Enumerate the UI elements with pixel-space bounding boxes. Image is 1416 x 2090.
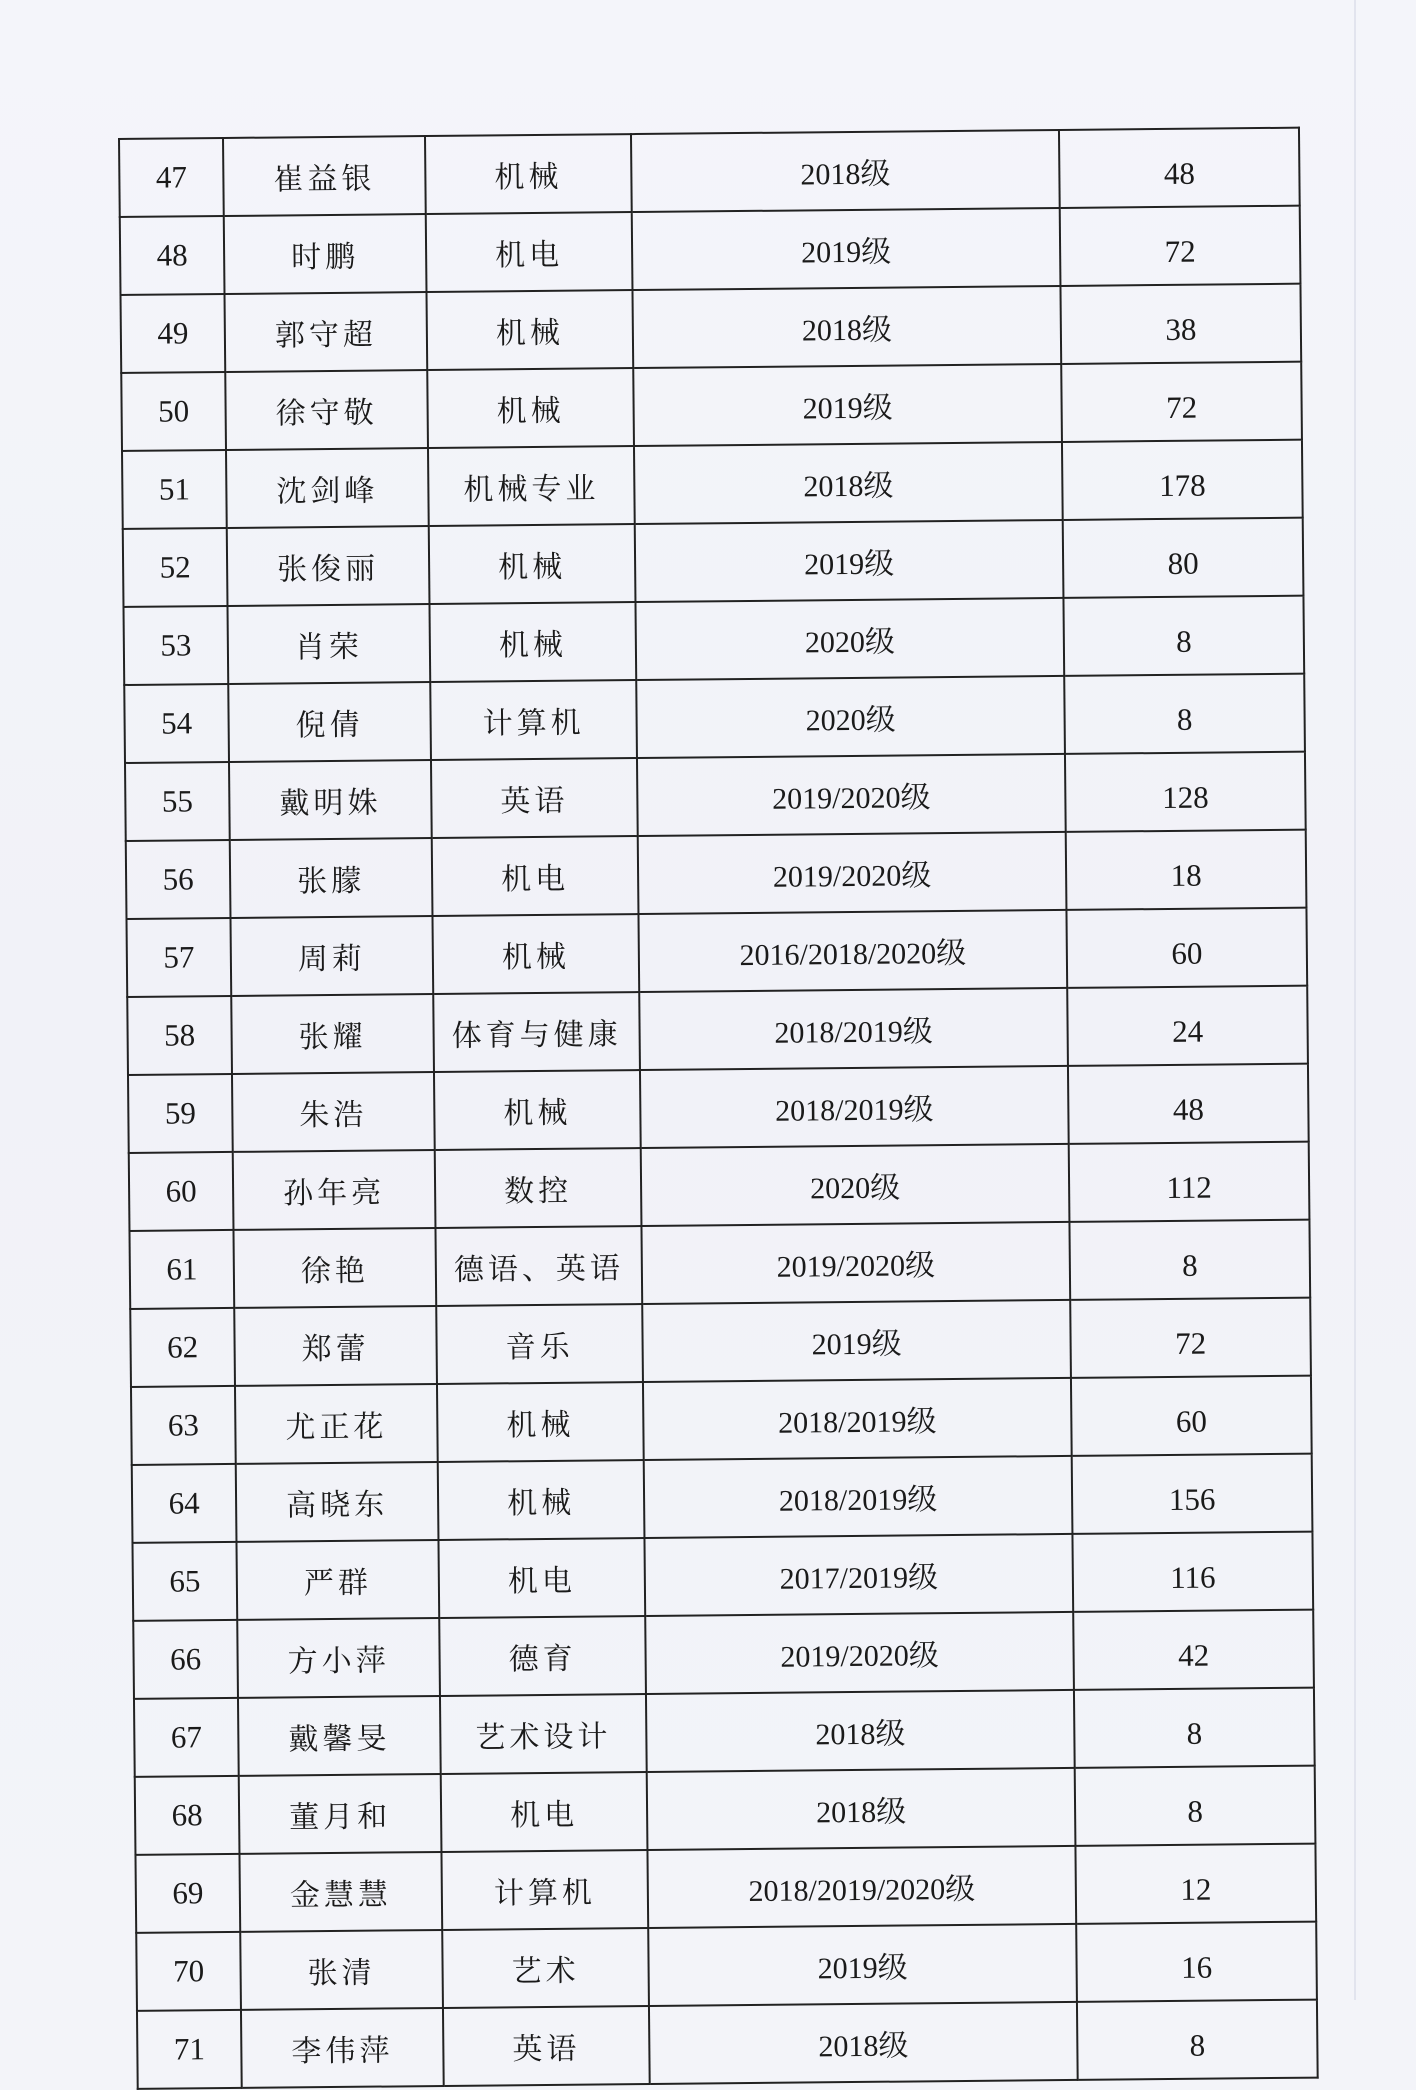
major: 机电: [438, 1538, 645, 1618]
row-number: 60: [129, 1152, 234, 1231]
grade-level: 2019级: [632, 208, 1061, 290]
row-number: 70: [136, 1932, 241, 2011]
major: 机械专业: [428, 446, 635, 526]
major: 体育与健康: [433, 992, 640, 1072]
row-number: 66: [133, 1620, 238, 1699]
hours: 16: [1076, 1922, 1317, 2002]
teacher-hours-table-wrapper: [118, 127, 1317, 2090]
table-row: [120, 206, 1301, 295]
major: 机电: [432, 836, 639, 916]
page-edge-shadow: [1354, 0, 1356, 2000]
major: 音乐: [436, 1304, 643, 1384]
major: 计算机: [430, 680, 637, 760]
major: 机械: [437, 1382, 644, 1462]
teacher-name: 戴馨旻: [238, 1696, 441, 1776]
grade-level: 2020级: [641, 1144, 1070, 1226]
row-number: 47: [119, 138, 224, 217]
major: 机械: [427, 368, 634, 448]
teacher-name: 金慧慧: [239, 1852, 442, 1932]
row-number: 50: [121, 372, 226, 451]
teacher-name: 郭守超: [225, 292, 428, 372]
major: 德语、英语: [435, 1226, 642, 1306]
row-number: 55: [125, 762, 230, 841]
row-number: 52: [123, 528, 228, 607]
teacher-name: 张耀: [231, 994, 434, 1074]
table-row: [121, 362, 1302, 451]
table-row: [127, 986, 1308, 1075]
table-row: [122, 440, 1303, 529]
row-number: 53: [124, 606, 229, 685]
major: 机械: [429, 524, 636, 604]
major: 计算机: [441, 1850, 648, 1930]
major: 机械: [429, 602, 636, 682]
table-row: [134, 1688, 1315, 1777]
hours: 48: [1068, 1064, 1309, 1144]
grade-level: 2019/2020级: [645, 1612, 1074, 1694]
row-number: 63: [131, 1386, 236, 1465]
hours: 48: [1059, 128, 1300, 208]
teacher-name: 朱浩: [232, 1072, 435, 1152]
teacher-name: 崔益银: [223, 136, 426, 216]
hours: 116: [1072, 1532, 1313, 1612]
hours: 42: [1073, 1610, 1314, 1690]
grade-level: 2018/2019级: [640, 1066, 1069, 1148]
major: 艺术: [442, 1928, 649, 2008]
grade-level: 2020级: [636, 676, 1065, 758]
table-row: [137, 2000, 1318, 2089]
table-row: [135, 1766, 1316, 1855]
table-row: [130, 1298, 1311, 1387]
table-row: [121, 284, 1302, 373]
row-number: 69: [135, 1854, 240, 1933]
row-number: 67: [134, 1698, 239, 1777]
hours: 8: [1077, 2000, 1318, 2080]
grade-level: 2018级: [647, 1768, 1076, 1850]
grade-level: 2018级: [646, 1690, 1075, 1772]
row-number: 71: [137, 2010, 242, 2089]
hours: 178: [1062, 440, 1303, 520]
teacher-name: 沈剑峰: [226, 448, 429, 528]
major: 机械: [426, 290, 633, 370]
grade-level: 2017/2019级: [644, 1534, 1073, 1616]
hours: 156: [1072, 1454, 1313, 1534]
table-row: [129, 1220, 1310, 1309]
major: 艺术设计: [440, 1694, 647, 1774]
teacher-name: 时鹏: [224, 214, 427, 294]
hours: 72: [1060, 206, 1301, 286]
row-number: 48: [120, 216, 225, 295]
teacher-name: 徐艳: [233, 1228, 436, 1308]
teacher-name: 孙年亮: [233, 1150, 436, 1230]
hours: 12: [1075, 1844, 1316, 1924]
hours: 8: [1075, 1766, 1316, 1846]
major: 机械: [425, 134, 632, 214]
grade-level: 2019级: [648, 1924, 1077, 2006]
teacher-name: 方小萍: [237, 1618, 440, 1698]
hours: 112: [1069, 1142, 1310, 1222]
grade-level: 2019级: [635, 520, 1064, 602]
table-row: [126, 830, 1307, 919]
major: 机电: [426, 212, 633, 292]
table-row: [132, 1532, 1313, 1621]
table-row: [132, 1454, 1313, 1543]
table-row: [128, 1064, 1309, 1153]
row-number: 56: [126, 840, 231, 919]
grade-level: 2020级: [635, 598, 1064, 680]
grade-level: 2018级: [631, 130, 1060, 212]
hours: 72: [1070, 1298, 1311, 1378]
grade-level: 2018级: [634, 442, 1063, 524]
teacher-name: 郑蕾: [234, 1306, 437, 1386]
grade-level: 2019/2020级: [638, 832, 1067, 914]
hours: 60: [1071, 1376, 1312, 1456]
row-number: 49: [121, 294, 226, 373]
teacher-name: 肖荣: [227, 604, 430, 684]
grade-level: 2016/2018/2020级: [638, 910, 1067, 992]
major: 机电: [441, 1772, 648, 1852]
row-number: 54: [124, 684, 229, 763]
teacher-name: 严群: [236, 1540, 439, 1620]
hours: 8: [1063, 596, 1304, 676]
grade-level: 2019/2020级: [637, 754, 1066, 836]
table-row: [136, 1922, 1317, 2011]
grade-level: 2018/2019级: [639, 988, 1068, 1070]
table-body: [119, 128, 1318, 2089]
hours: 8: [1064, 674, 1305, 754]
grade-level: 2018级: [632, 286, 1061, 368]
table-row: [133, 1610, 1314, 1699]
table-row: [135, 1844, 1316, 1933]
grade-level: 2019级: [633, 364, 1062, 446]
major: 机械: [434, 1070, 641, 1150]
table-row: [119, 128, 1300, 217]
teacher-name: 董月和: [239, 1774, 442, 1854]
row-number: 58: [127, 996, 232, 1075]
hours: 24: [1067, 986, 1308, 1066]
table-row: [124, 674, 1305, 763]
teacher-name: 倪倩: [228, 682, 431, 762]
grade-level: 2018/2019级: [643, 1378, 1072, 1460]
row-number: 64: [132, 1464, 237, 1543]
teacher-name: 尤正花: [235, 1384, 438, 1464]
teacher-name: 李伟萍: [241, 2008, 444, 2088]
hours: 72: [1061, 362, 1302, 442]
row-number: 57: [126, 918, 231, 997]
row-number: 62: [130, 1308, 235, 1387]
hours: 8: [1069, 1220, 1310, 1300]
teacher-name: 周莉: [230, 916, 433, 996]
grade-level: 2018级: [649, 2002, 1078, 2084]
row-number: 68: [135, 1776, 240, 1855]
grade-level: 2019/2020级: [641, 1222, 1070, 1304]
hours: 38: [1060, 284, 1301, 364]
table-row: [131, 1376, 1312, 1465]
major: 机械: [438, 1460, 645, 1540]
table-row: [126, 908, 1307, 997]
teacher-hours-table: [118, 127, 1319, 2090]
table-row: [123, 518, 1304, 607]
major: 德育: [439, 1616, 646, 1696]
grade-level: 2018/2019/2020级: [647, 1846, 1076, 1928]
teacher-name: 张朦: [230, 838, 433, 918]
hours: 80: [1063, 518, 1304, 598]
teacher-name: 张清: [240, 1930, 443, 2010]
row-number: 51: [122, 450, 227, 529]
hours: 8: [1074, 1688, 1315, 1768]
major: 英语: [443, 2006, 650, 2086]
row-number: 59: [128, 1074, 233, 1153]
table-row: [129, 1142, 1310, 1231]
row-number: 65: [132, 1542, 237, 1621]
grade-level: 2019级: [642, 1300, 1071, 1382]
hours: 128: [1065, 752, 1306, 832]
hours: 18: [1066, 830, 1307, 910]
teacher-name: 张俊丽: [227, 526, 430, 606]
table-row: [124, 596, 1305, 685]
major: 机械: [432, 914, 639, 994]
teacher-name: 徐守敬: [225, 370, 428, 450]
major: 数控: [435, 1148, 642, 1228]
major: 英语: [431, 758, 638, 838]
grade-level: 2018/2019级: [644, 1456, 1073, 1538]
table-row: [125, 752, 1306, 841]
hours: 60: [1066, 908, 1307, 988]
teacher-name: 高晓东: [236, 1462, 439, 1542]
teacher-name: 戴明姝: [229, 760, 432, 840]
row-number: 61: [129, 1230, 234, 1309]
